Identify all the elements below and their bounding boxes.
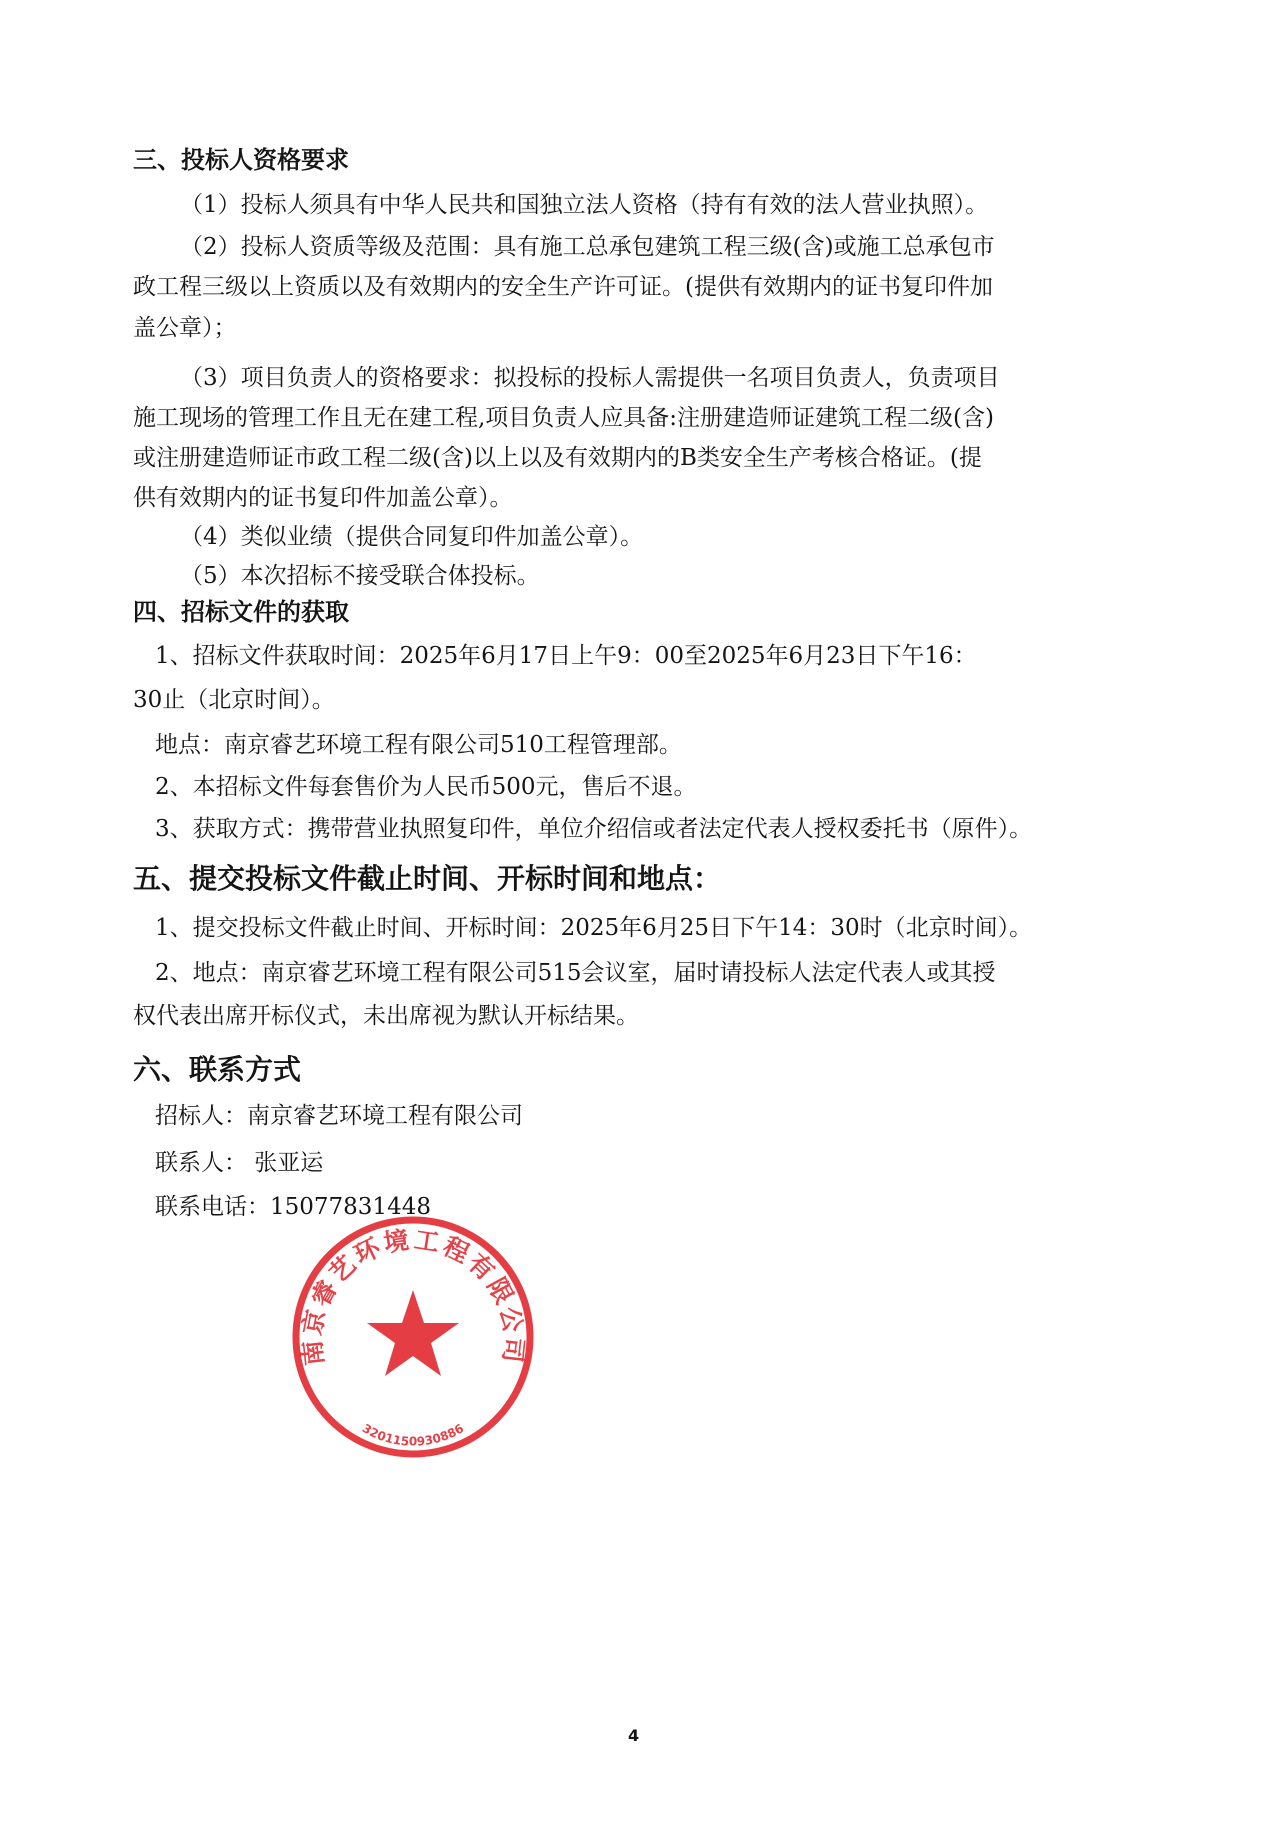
- body-line: 2、地点：南京睿艺环境工程有限公司515会议室，届时请投标人法定代表人或其授: [155, 960, 996, 986]
- section-heading-6: 六、联系方式: [133, 1053, 302, 1086]
- contact-tenderer: 招标人：南京睿艺环境工程有限公司: [155, 1103, 523, 1129]
- contact-phone: 联系电话：15077831448: [155, 1194, 431, 1220]
- body-line: 供有效期内的证书复印件加盖公章）。: [133, 485, 513, 511]
- body-line: 权代表出席开标仪式，未出席视为默认开标结果。: [133, 1003, 639, 1029]
- section-heading-5: 五、提交投标文件截止时间、开标时间和地点：: [133, 862, 722, 895]
- body-line: 或注册建造师证市政工程二级(含)以上以及有效期内的B类安全生产考核合格证。(提: [133, 445, 982, 471]
- section-heading-4: 四、招标文件的获取: [133, 598, 349, 626]
- seal-number: 3201150930886: [359, 1421, 467, 1449]
- body-line: （3）项目负责人的资格要求：拟投标的投标人需提供一名项目负责人，负责项目: [180, 365, 1000, 391]
- seal-text: 南京睿艺环境工程有限公司: [297, 1224, 529, 1367]
- body-line: 盖公章）；: [133, 315, 237, 341]
- body-line: 1、提交投标文件截止时间、开标时间：2025年6月25日下午14：30时（北京时间）。: [155, 915, 1033, 941]
- body-line: （4）类似业绩（提供合同复印件加盖公章）。: [180, 524, 644, 550]
- body-line: 政工程三级以上资质以及有效期内的安全生产许可证。(提供有效期内的证书复印件加: [133, 274, 993, 300]
- body-line: 3、获取方式：携带营业执照复印件，单位介绍信或者法定代表人授权委托书（原件）。: [155, 816, 1033, 842]
- body-line: 2、本招标文件每套售价为人民币500元，售后不退。: [155, 774, 697, 800]
- contact-person: 联系人： 张亚运: [155, 1150, 324, 1176]
- body-line: （5）本次招标不接受联合体投标。: [180, 563, 540, 589]
- company-seal: [288, 1212, 538, 1462]
- body-line: 30止（北京时间）。: [133, 687, 335, 713]
- body-line: 地点：南京睿艺环境工程有限公司510工程管理部。: [155, 732, 682, 758]
- body-line: （2）投标人资质等级及范围：具有施工总承包建筑工程三级(含)或施工总承包市: [180, 234, 995, 260]
- body-line: 1、招标文件获取时间：2025年6月17日上午9：00至2025年6月23日下午16：: [155, 643, 977, 669]
- body-line: （1）投标人须具有中华人民共和国独立法人资格（持有有效的法人营业执照）。: [180, 192, 989, 218]
- section-heading-3: 三、投标人资格要求: [133, 146, 349, 174]
- page-number: 4: [628, 1726, 640, 1745]
- body-line: 施工现场的管理工作且无在建工程,项目负责人应具备:注册建造师证建筑工程二级(含): [133, 405, 995, 431]
